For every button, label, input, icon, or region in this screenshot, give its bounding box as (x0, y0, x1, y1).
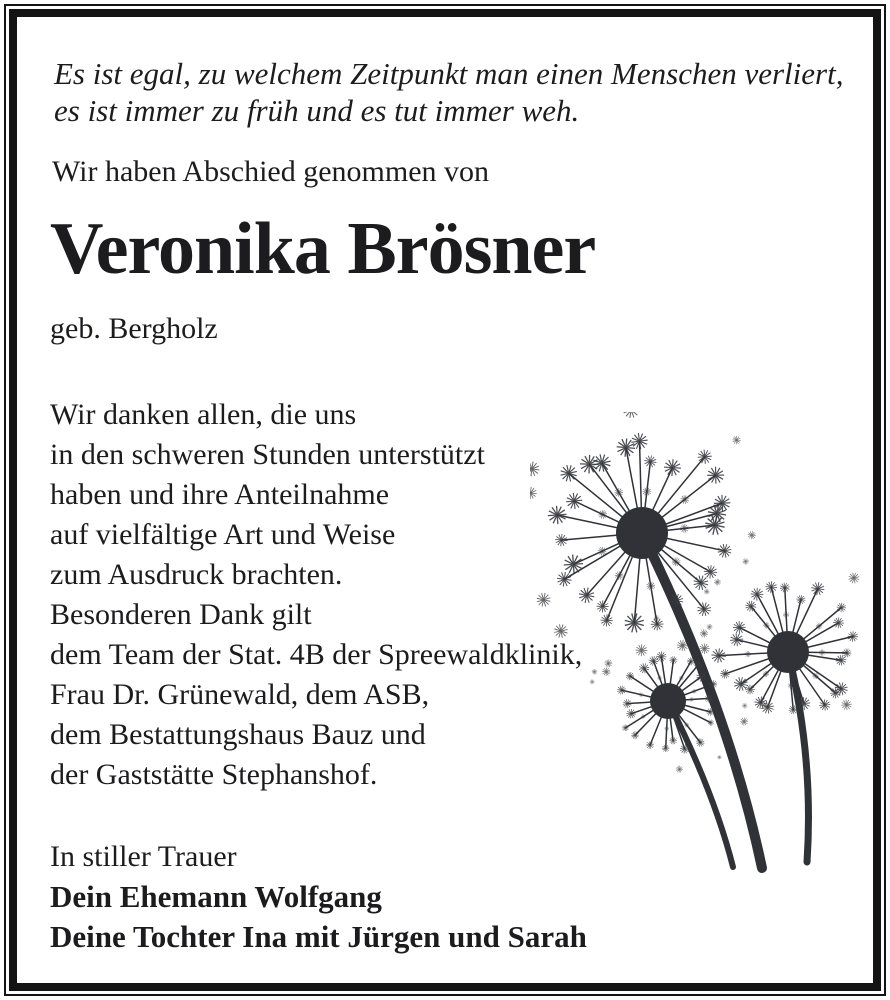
closing-intro: In stiller Trauer (50, 840, 237, 873)
mourner-line: Dein Ehemann Wolfgang (50, 879, 382, 914)
thanks-line: Frau Dr. Grünewald, dem ASB, (50, 678, 430, 711)
maiden-name: geb. Bergholz (50, 312, 218, 345)
mourner-line: Deine Tochter Ina mit Jürgen und Sarah (50, 919, 587, 954)
outer-border (4, 4, 886, 996)
thanks-paragraph (50, 395, 650, 795)
thanks-line: Wir danken allen, die uns (50, 398, 357, 431)
thanks-line: Besonderen Dank gilt (50, 598, 312, 631)
thanks-line: dem Team der Stat. 4B der Spreewaldklinik, (50, 638, 583, 671)
thanks-line: auf vielfältige Art und Weise (50, 518, 396, 551)
obituary-content (17, 17, 873, 957)
closing-block (50, 837, 853, 957)
thanks-line: in den schweren Stunden unterstützt (50, 438, 485, 471)
thanks-line: dem Bestattungshaus Bauz und (50, 718, 426, 751)
thanks-line: der Gaststätte Stephanshof. (50, 758, 378, 791)
thanks-line: haben und ihre Anteilnahme (50, 478, 390, 511)
inner-border (9, 9, 881, 991)
memorial-quote (54, 55, 853, 129)
thanks-line: zum Ausdruck brachten. (50, 558, 343, 591)
memorial-quote-line: Es ist egal, zu welchem Zeitpunkt man einen Menschen verliert, (54, 56, 844, 91)
memorial-quote-line: es ist immer zu früh und es tut immer weh. (54, 93, 580, 128)
farewell-intro: Wir haben Abschied genommen von (52, 155, 490, 188)
deceased-name: Veronika Brösner (50, 208, 596, 290)
